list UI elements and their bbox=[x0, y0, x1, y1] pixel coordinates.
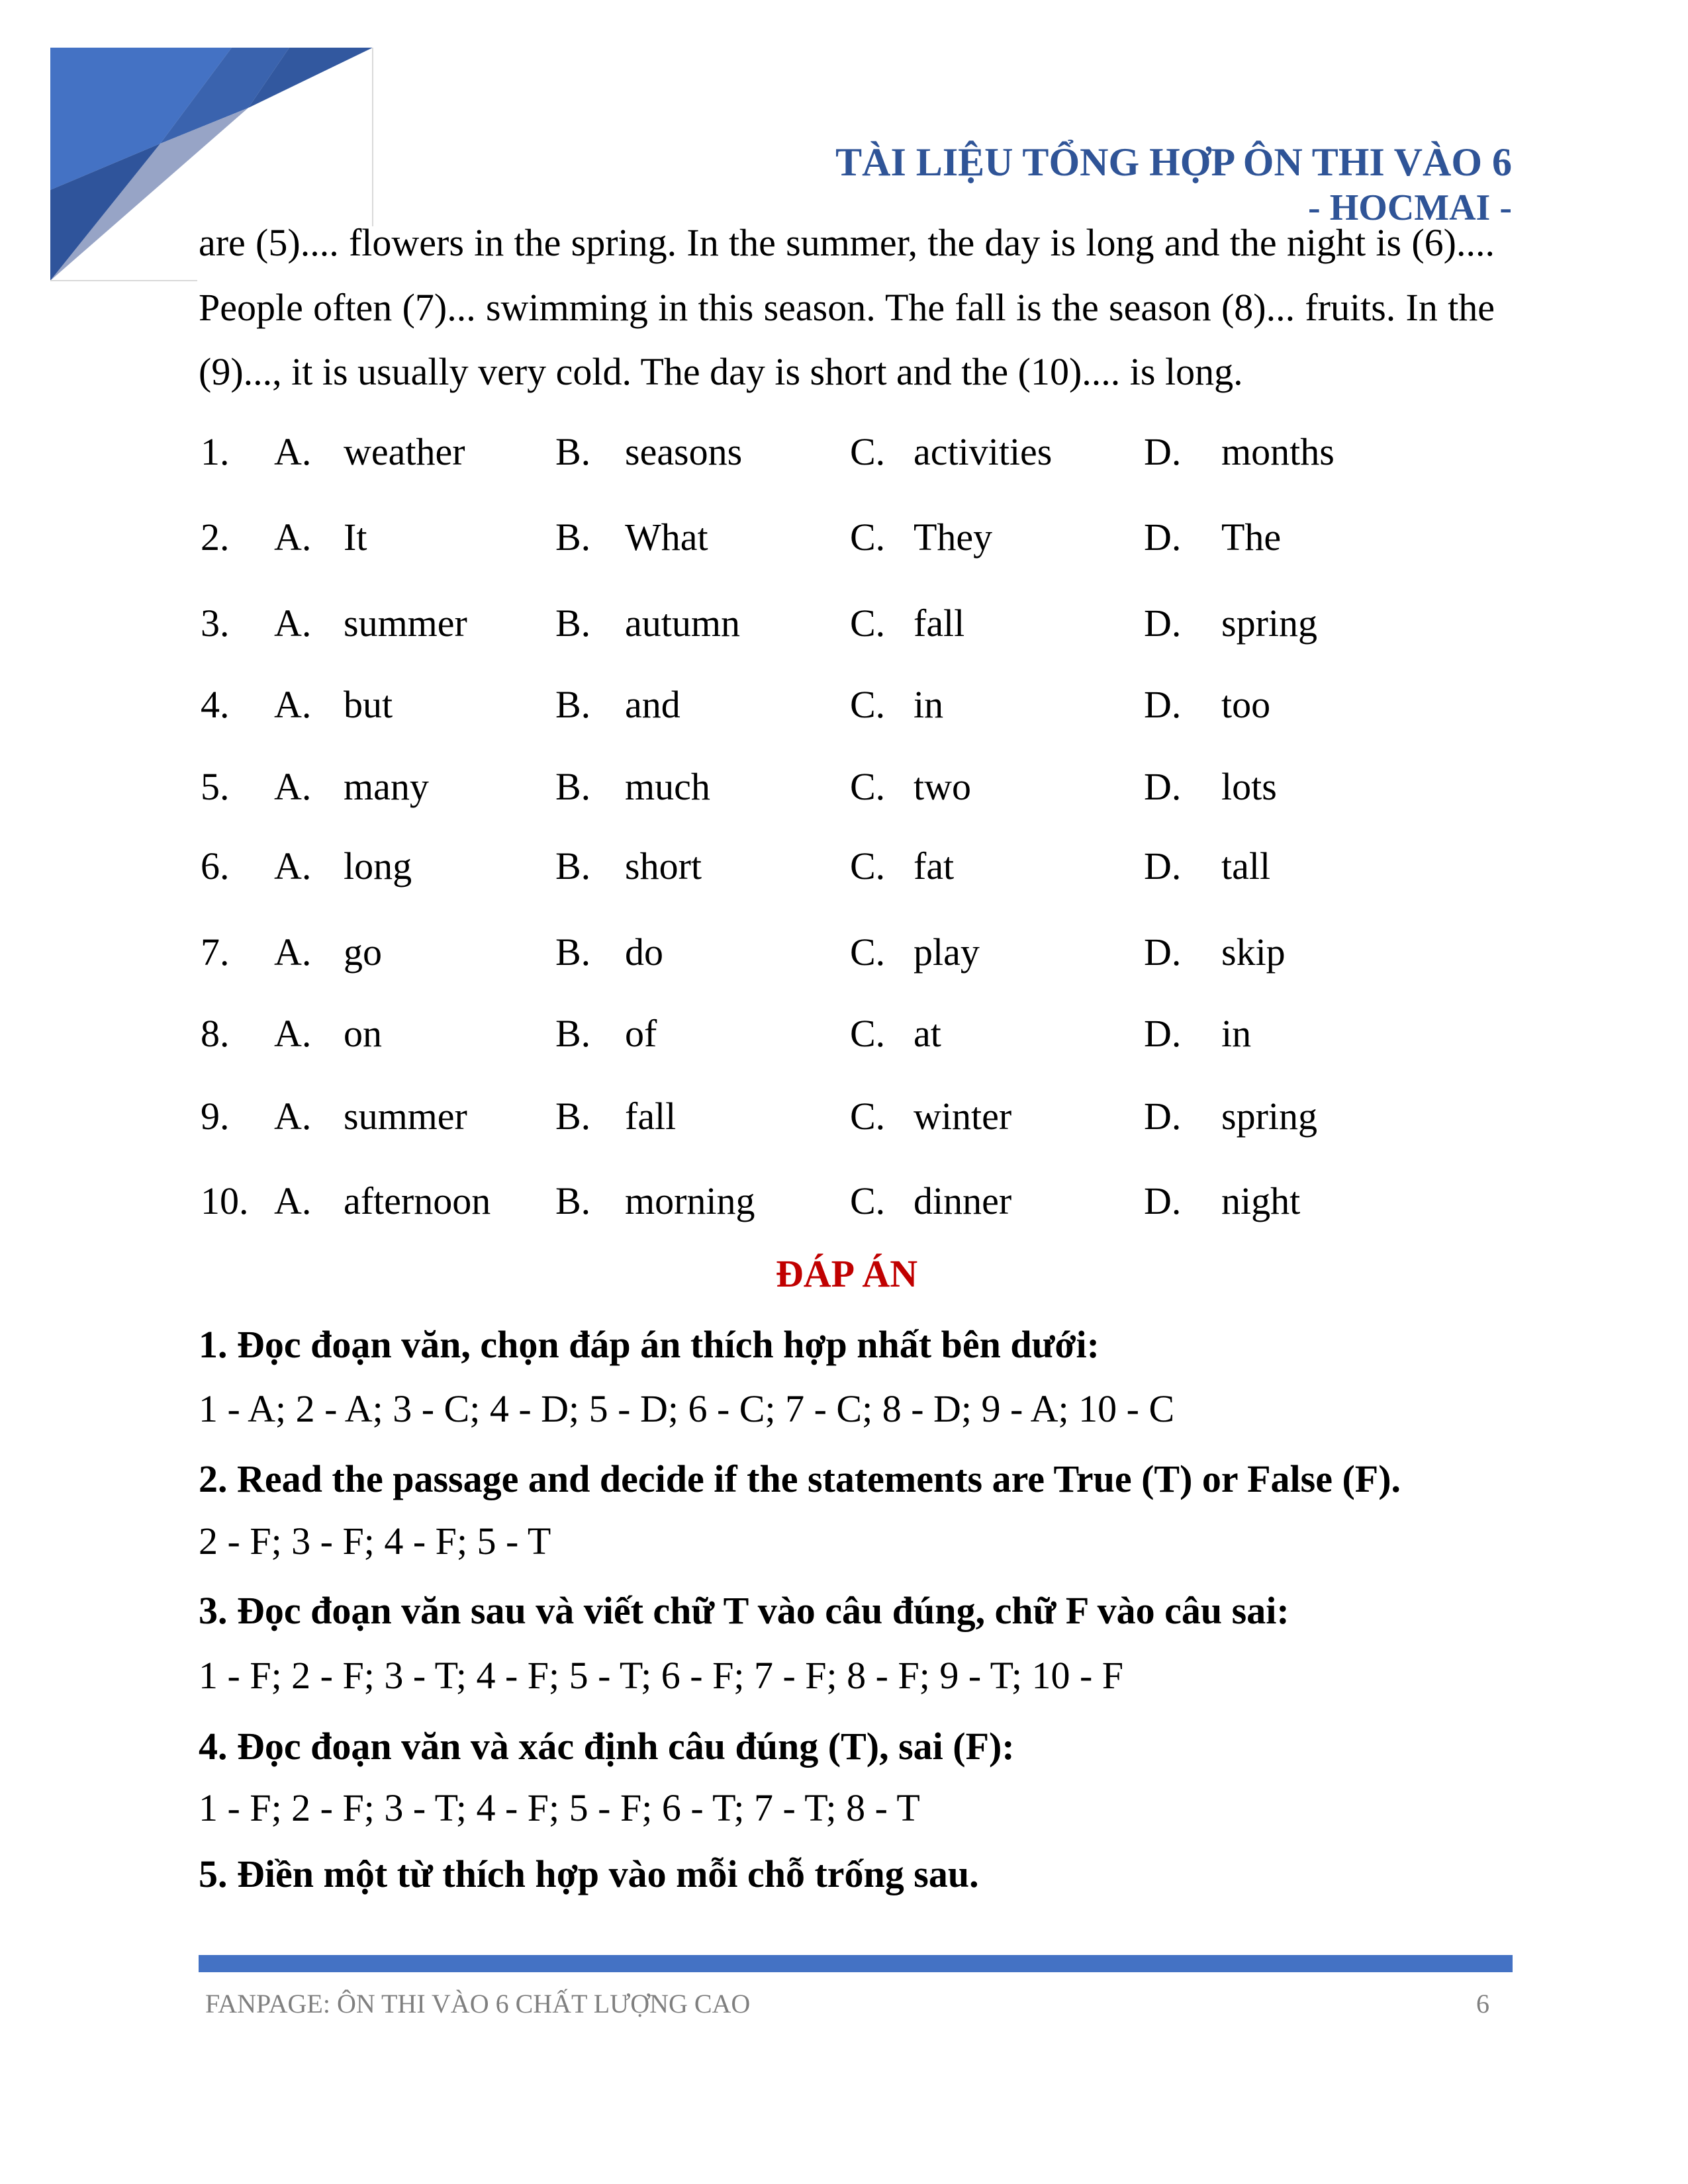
answer-section-title: 2. Read the passage and decide if the statements are True (T) or False (F). bbox=[199, 1457, 1401, 1500]
answer-section-answers: 1 - A; 2 - A; 3 - C; 4 - D; 5 - D; 6 - C; 7 - C; 8 - D; 9 - A; 10 - C bbox=[199, 1387, 1175, 1430]
answer-section-title: 4. Đọc đoạn văn và xác định câu đúng (T), sai (F): bbox=[199, 1725, 1015, 1768]
option-text-d: too bbox=[1221, 683, 1271, 726]
option-text-a: on bbox=[344, 1012, 382, 1055]
option-text-c: They bbox=[914, 516, 993, 559]
answer-section-answers: 2 - F; 3 - F; 4 - F; 5 - T bbox=[199, 1520, 551, 1563]
question-row bbox=[0, 932, 1688, 973]
question-number: 5. bbox=[201, 765, 230, 808]
option-letter-a: A. bbox=[274, 844, 312, 887]
option-text-c: winter bbox=[914, 1095, 1012, 1138]
question-row bbox=[0, 684, 1688, 725]
option-text-d: spring bbox=[1221, 602, 1317, 645]
option-text-c: in bbox=[914, 683, 944, 726]
option-letter-c: C. bbox=[850, 844, 886, 887]
option-text-b: What bbox=[625, 516, 708, 559]
option-letter-a: A. bbox=[274, 516, 312, 559]
option-text-c: at bbox=[914, 1012, 941, 1055]
option-letter-d: D. bbox=[1144, 1095, 1182, 1138]
page-header-title: TÀI LIỆU TỔNG HỢP ÔN THI VÀO 6 bbox=[835, 140, 1512, 184]
option-text-b: do bbox=[625, 931, 663, 974]
option-text-c: fat bbox=[914, 844, 955, 887]
answer-section-answers: 1 - F; 2 - F; 3 - T; 4 - F; 5 - F; 6 - T; 7 - T; 8 - T bbox=[199, 1786, 920, 1829]
option-text-c: play bbox=[914, 931, 980, 974]
question-number: 2. bbox=[201, 516, 230, 559]
option-letter-d: D. bbox=[1144, 602, 1182, 645]
option-letter-c: C. bbox=[850, 931, 886, 974]
question-number: 6. bbox=[201, 844, 230, 887]
passage-line: are (5).... flowers in the spring. In the summer, the day is long and the night is (6).... bbox=[199, 221, 1495, 264]
option-letter-c: C. bbox=[850, 683, 886, 726]
option-text-c: dinner bbox=[914, 1179, 1012, 1222]
passage-line: (9)..., it is usually very cold. The day is short and the (10).... is long. bbox=[199, 350, 1243, 393]
question-row bbox=[0, 1181, 1688, 1222]
answer-section-title: 5. Điền một từ thích hợp vào mỗi chỗ trống sau. bbox=[199, 1852, 979, 1895]
option-letter-d: D. bbox=[1144, 844, 1182, 887]
option-text-a: summer bbox=[344, 1095, 467, 1138]
option-letter-d: D. bbox=[1144, 430, 1182, 473]
option-letter-b: B. bbox=[555, 602, 591, 645]
option-text-b: of bbox=[625, 1012, 657, 1055]
option-letter-c: C. bbox=[850, 1179, 886, 1222]
option-text-b: autumn bbox=[625, 602, 740, 645]
option-letter-c: C. bbox=[850, 765, 886, 808]
option-letter-d: D. bbox=[1144, 516, 1182, 559]
option-letter-c: C. bbox=[850, 516, 886, 559]
question-row bbox=[0, 1013, 1688, 1054]
option-letter-d: D. bbox=[1144, 1012, 1182, 1055]
option-text-a: weather bbox=[344, 430, 465, 473]
option-text-b: short bbox=[625, 844, 702, 887]
question-number: 9. bbox=[201, 1095, 230, 1138]
option-text-a: It bbox=[344, 516, 367, 559]
option-text-a: go bbox=[344, 931, 382, 974]
option-text-a: afternoon bbox=[344, 1179, 491, 1222]
question-number: 7. bbox=[201, 931, 230, 974]
question-row bbox=[0, 432, 1688, 473]
option-letter-b: B. bbox=[555, 765, 591, 808]
page-number: 6 bbox=[1476, 1989, 1489, 2019]
option-text-d: The bbox=[1221, 516, 1282, 559]
option-text-c: two bbox=[914, 765, 971, 808]
option-letter-a: A. bbox=[274, 1179, 312, 1222]
option-text-b: and bbox=[625, 683, 680, 726]
logo-horizontal-rule bbox=[50, 280, 197, 281]
logo-vertical-rule bbox=[372, 48, 373, 226]
option-letter-a: A. bbox=[274, 602, 312, 645]
option-text-c: fall bbox=[914, 602, 965, 645]
option-text-b: morning bbox=[625, 1179, 755, 1222]
answer-section-title: 3. Đọc đoạn văn sau và viết chữ T vào câu đúng, chữ F vào câu sai: bbox=[199, 1589, 1289, 1632]
option-letter-d: D. bbox=[1144, 683, 1182, 726]
option-letter-c: C. bbox=[850, 1012, 886, 1055]
option-letter-c: C. bbox=[850, 602, 886, 645]
option-letter-b: B. bbox=[555, 1179, 591, 1222]
option-letter-d: D. bbox=[1144, 1179, 1182, 1222]
question-row bbox=[0, 846, 1688, 887]
option-letter-a: A. bbox=[274, 1012, 312, 1055]
option-text-d: months bbox=[1221, 430, 1335, 473]
option-letter-b: B. bbox=[555, 683, 591, 726]
option-text-c: activities bbox=[914, 430, 1053, 473]
option-text-a: long bbox=[344, 844, 412, 887]
answer-section-answers: 1 - F; 2 - F; 3 - T; 4 - F; 5 - T; 6 - F; 7 - F; 8 - F; 9 - T; 10 - F bbox=[199, 1654, 1124, 1697]
option-letter-a: A. bbox=[274, 1095, 312, 1138]
option-text-d: skip bbox=[1221, 931, 1286, 974]
page-header-subtitle: - HOCMAI - bbox=[1308, 187, 1512, 228]
option-text-d: lots bbox=[1221, 765, 1277, 808]
option-letter-a: A. bbox=[274, 430, 312, 473]
option-text-d: tall bbox=[1221, 844, 1271, 887]
question-number: 10. bbox=[201, 1179, 249, 1222]
option-text-b: fall bbox=[625, 1095, 677, 1138]
question-number: 1. bbox=[201, 430, 230, 473]
option-letter-b: B. bbox=[555, 1095, 591, 1138]
passage-line: People often (7)... swimming in this season. The fall is the season (8)... fruits. In the bbox=[199, 286, 1495, 329]
option-letter-b: B. bbox=[555, 844, 591, 887]
question-row bbox=[0, 517, 1688, 558]
option-letter-b: B. bbox=[555, 516, 591, 559]
option-letter-b: B. bbox=[555, 931, 591, 974]
question-row bbox=[0, 1096, 1688, 1137]
option-text-d: spring bbox=[1221, 1095, 1317, 1138]
option-letter-b: B. bbox=[555, 430, 591, 473]
option-text-d: night bbox=[1221, 1179, 1301, 1222]
footer-divider-bar bbox=[199, 1955, 1513, 1972]
option-letter-c: C. bbox=[850, 430, 886, 473]
option-letter-b: B. bbox=[555, 1012, 591, 1055]
footer-fanpage-text: FANPAGE: ÔN THI VÀO 6 CHẤT LƯỢNG CAO bbox=[205, 1989, 751, 2019]
option-letter-a: A. bbox=[274, 931, 312, 974]
option-text-b: much bbox=[625, 765, 710, 808]
option-text-b: seasons bbox=[625, 430, 743, 473]
answer-section-title: 1. Đọc đoạn văn, chọn đáp án thích hợp nhất bên dưới: bbox=[199, 1323, 1100, 1366]
question-number: 4. bbox=[201, 683, 230, 726]
answer-key-heading: ĐÁP ÁN bbox=[775, 1252, 918, 1295]
question-number: 8. bbox=[201, 1012, 230, 1055]
option-text-a: many bbox=[344, 765, 429, 808]
option-text-d: in bbox=[1221, 1012, 1252, 1055]
option-letter-d: D. bbox=[1144, 765, 1182, 808]
option-text-a: but bbox=[344, 683, 393, 726]
option-text-a: summer bbox=[344, 602, 467, 645]
question-row bbox=[0, 603, 1688, 644]
question-row bbox=[0, 766, 1688, 807]
option-letter-a: A. bbox=[274, 765, 312, 808]
option-letter-d: D. bbox=[1144, 931, 1182, 974]
question-number: 3. bbox=[201, 602, 230, 645]
option-letter-c: C. bbox=[850, 1095, 886, 1138]
option-letter-a: A. bbox=[274, 683, 312, 726]
